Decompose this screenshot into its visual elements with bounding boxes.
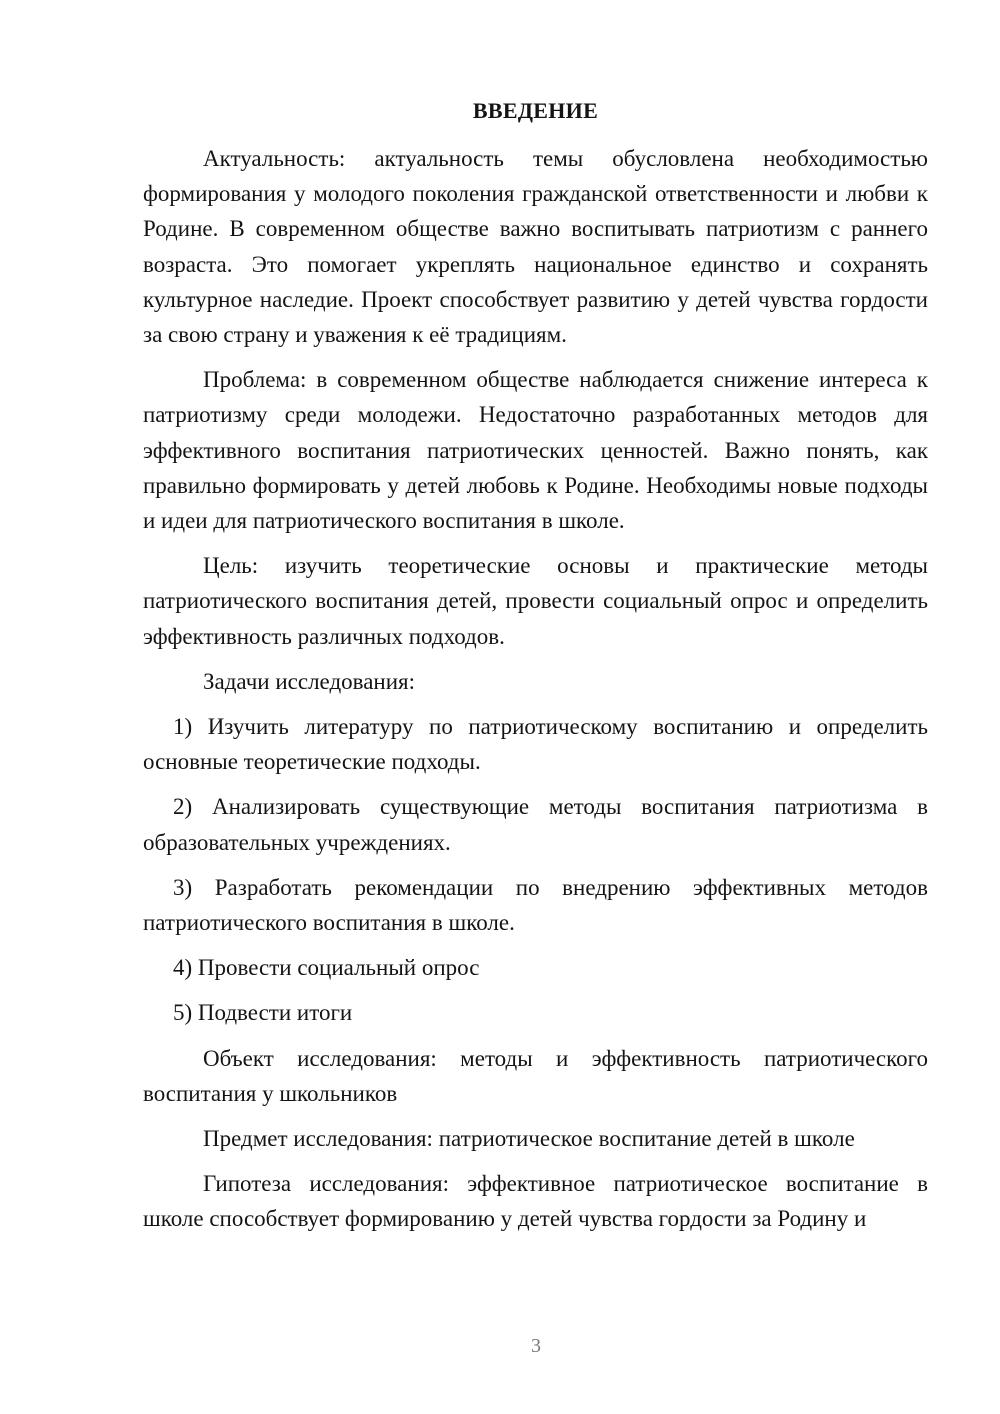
problem-paragraph: Проблема: в современном обществе наблюдается снижение интереса к патриотизму среди молодежи. Недостаточно разработанных методов для эффективного воспитания патриотических ценностей. Важно понять, как правильно формировать у детей любовь к Родине. Необходимы новые подходы и идеи для патриотического воспитания в школе.: [143, 367, 928, 534]
task-item-5: 5) Подвести итоги: [173, 1000, 353, 1026]
section-title: ВВЕДЕНИЕ: [472, 98, 599, 123]
task-item-1: 1) Изучить литературу по патриотическому воспитанию и определить основные теоретические подходы.: [143, 714, 928, 775]
page-number: 3: [531, 1335, 541, 1357]
tasks-heading: Задачи исследования:: [203, 668, 416, 694]
document-page: [143, 95, 928, 1237]
task-item-4: 4) Провести социальный опрос: [173, 955, 480, 981]
hypothesis-paragraph: Гипотеза исследования: эффективное патриотическое воспитание в школе способствует формированию у детей чувства гордости за Родину и: [143, 1171, 928, 1232]
task-item-2: 2) Анализировать существующие методы воспитания патриотизма в образовательных учреждениях.: [143, 794, 928, 855]
task-item-3: 3) Разработать рекомендации по внедрению эффективных методов патриотического воспитания в школе.: [143, 874, 928, 936]
object-paragraph: Объект исследования: методы и эффективность патриотического воспитания у школьников: [143, 1045, 928, 1106]
goal-paragraph: Цель: изучить теоретические основы и практические методы патриотического воспитания детей, провести социальный опрос и определить эффективность различных подходов.: [143, 553, 928, 649]
relevance-paragraph: Актуальность: актуальность темы обусловлена необходимостью формирования у молодого поколения гражданской ответственности и любви к Родине. В современном обществе важно воспитывать патриотизм с раннего возраста. Это помогает укреплять национальное единство и сохранять культурное наследие. Проект способствует развитию у детей чувства гордости за свою страну и уважения к её традициям.: [143, 146, 928, 348]
subject-paragraph: Предмет исследования: патриотическое воспитание детей в школе: [203, 1126, 855, 1152]
